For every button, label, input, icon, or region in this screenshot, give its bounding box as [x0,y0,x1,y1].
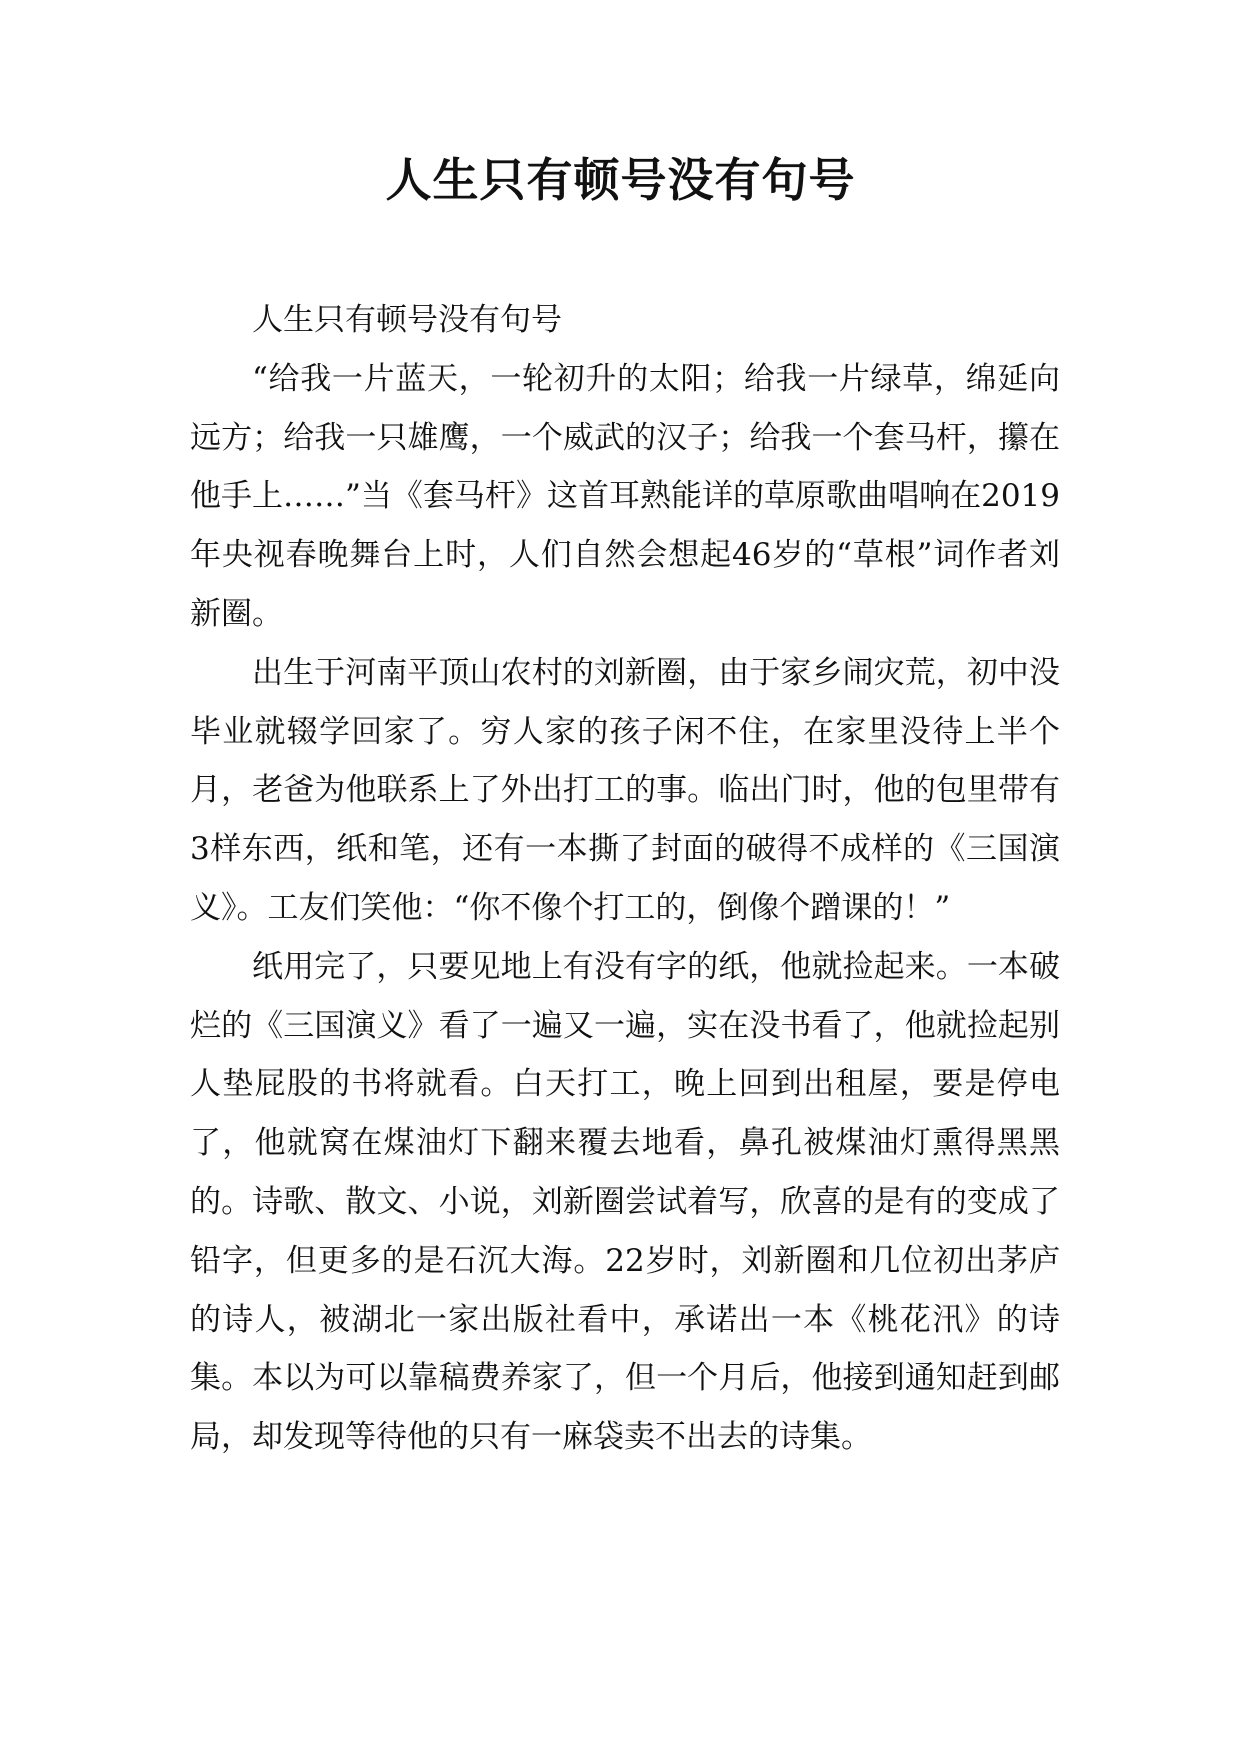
paragraph-2: 出生于河南平顶山农村的刘新圈，由于家乡闹灾荒，初中没毕业就辍学回家了。穷人家的孩子闲不住，在家里没待上半个月，老爸为他联系上了外出打工的事。临出门时，他的包里带有3样东西，纸和笔，还有一本撕了封面的破得不成样的《三国演义》。工友们笑他：“你不像个打工的，倒像个蹭课的！” [190,654,1060,926]
paragraph-subtitle: 人生只有顿号没有句号 [252,302,562,338]
document-title: 人生只有顿号没有句号 [385,153,856,207]
paragraph-3: 纸用完了，只要见地上有没有字的纸，他就捡起来。一本破烂的《三国演义》看了一遍又一遍，实在没书看了，他就捡起别人垫屁股的书将就看。白天打工，晚上回到出租屋，要是停电了，他就窝在煤油灯下翻来覆去地看，鼻孔被煤油灯熏得黑黑的。诗歌、散文、小说，刘新圈尝试着写，欣喜的是有的变成了铅字，但更多的是石沉大海。22岁时，刘新圈和几位初出茅庐的诗人，被湖北一家出版社看中，承诺出一本《桃花汛》的诗集。本以为可以靠稿费养家了，但一个月后，他接到通知赶到邮局，却发现等待他的只有一麻袋卖不出去的诗集。 [190,948,1060,1456]
paragraph-1: “给我一片蓝天，一轮初升的太阳；给我一片绿草，绵延向远方；给我一只雄鹰，一个威武的汉子；给我一个套马杆，攥在他手上……”当《套马杆》这首耳熟能详的草原歌曲唱响在2019年央视春晚舞台上时，人们自然会想起46岁的“草根”词作者刘新圈。 [190,360,1060,632]
document-body [190,291,1060,1467]
